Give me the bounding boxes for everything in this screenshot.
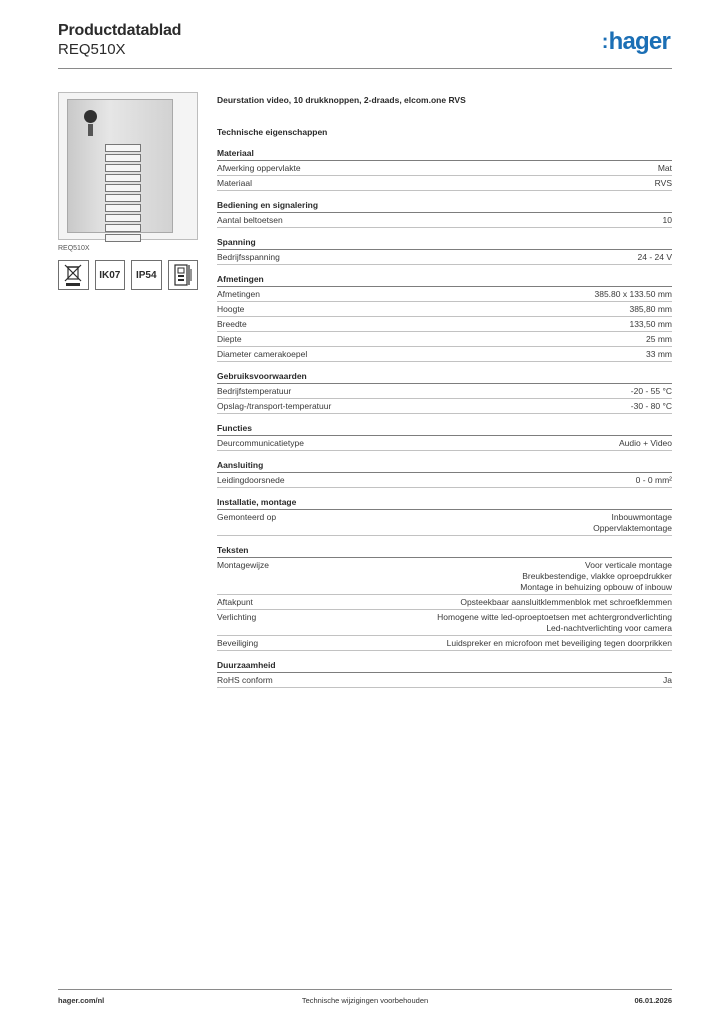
spec-row (217, 287, 672, 302)
spec-row (217, 673, 672, 688)
spec-row (217, 347, 672, 362)
section-title: Teksten (217, 545, 672, 558)
document-title: Productdatablad (58, 22, 182, 39)
spec-row (217, 636, 672, 651)
section-title: Bediening en signalering (217, 200, 672, 213)
call-button (105, 194, 141, 202)
spec-value (655, 178, 672, 189)
logo-prefix: : (601, 31, 608, 53)
technical-properties-heading: Technische eigenschappen (217, 127, 328, 137)
specifications (217, 95, 672, 697)
spec-row (217, 317, 672, 332)
spec-value (658, 163, 672, 174)
spec-value-line: Inbouwmontage (611, 512, 672, 522)
section-title: Duurzaamheid (217, 660, 672, 673)
product-description: Deurstation video, 10 drukknoppen, 2-draads, elcom.one RVS (217, 95, 466, 105)
spec-value-line: Audio + Video (618, 438, 672, 448)
spec-value-line: Luidspreker en microfoon met beveiliging tegen doorprikken (446, 638, 672, 648)
spec-label: Materiaal (217, 178, 252, 188)
spec-label: Verlichting (217, 612, 257, 622)
spec-label: Diameter camerakoepel (217, 349, 308, 359)
spec-row (217, 510, 672, 536)
section-title: Functies (217, 423, 672, 436)
spec-label: Beveiliging (217, 638, 259, 648)
camera-dome (84, 110, 97, 123)
spec-value (629, 304, 672, 315)
spec-value-line: Breukbestendige, vlakke oproepdrukker (522, 571, 672, 581)
spec-section (217, 460, 672, 488)
hager-logo[interactable] (602, 28, 670, 56)
spec-row (217, 250, 672, 265)
spec-label: Afmetingen (217, 289, 260, 299)
spec-section (217, 237, 672, 265)
call-button-stack (105, 144, 141, 244)
spec-label: RoHS conform (217, 675, 273, 685)
footer-date: 06.01.2026 (634, 996, 672, 1005)
spec-value (593, 512, 672, 534)
section-title: Spanning (217, 237, 672, 250)
spec-row (217, 302, 672, 317)
spec-value-line: Montage in behuizing opbouw of inbouw (520, 582, 672, 592)
product-image (58, 92, 198, 240)
footer-disclaimer: Technische wijzigingen voorbehouden (301, 996, 429, 1005)
section-title: Aansluiting (217, 460, 672, 473)
spec-label: Diepte (217, 334, 242, 344)
spec-row (217, 384, 672, 399)
spec-label: Bedrijfsspanning (217, 252, 280, 262)
spec-value-line: Ja (663, 675, 672, 685)
product-column (58, 92, 198, 290)
spec-label: Breedte (217, 319, 247, 329)
spec-value-line: 10 (662, 215, 672, 225)
spec-row (217, 610, 672, 636)
spec-row (217, 595, 672, 610)
header-divider (58, 68, 672, 69)
section-title: Gebruiksvoorwaarden (217, 371, 672, 384)
spec-value-line: 0 - 0 mm² (635, 475, 672, 485)
spec-value (595, 289, 673, 300)
spec-value (638, 252, 673, 263)
call-button (105, 234, 141, 242)
spec-label: Aantal beltoetsen (217, 215, 283, 225)
page-header (58, 22, 672, 66)
spec-value (663, 675, 672, 686)
spec-value (631, 386, 672, 397)
spec-row (217, 436, 672, 451)
spec-value-line: -30 - 80 °C (630, 401, 672, 411)
spec-value-line: Led-nachtverlichting voor camera (546, 623, 672, 633)
spec-value (636, 475, 672, 486)
spec-label: Bedrijfstemperatuur (217, 386, 292, 396)
spec-section (217, 200, 672, 228)
spec-value (520, 560, 672, 593)
spec-value-line: 385.80 x 133.50 mm (594, 289, 672, 299)
spec-section (217, 497, 672, 536)
spec-row (217, 161, 672, 176)
call-button (105, 174, 141, 182)
spec-label: Leidingdoorsnede (217, 475, 285, 485)
ip54-rating-badge: IP54 (131, 260, 162, 290)
spec-label: Deurcommunicatietype (217, 438, 304, 448)
weee-bin-icon (58, 260, 89, 290)
logo-text: hager (608, 28, 670, 55)
spec-section (217, 274, 672, 362)
spec-value-line: Voor verticale montage (585, 560, 672, 570)
spec-section (217, 148, 672, 191)
spec-value-line: 33 mm (646, 349, 672, 359)
spec-value-line: 133,50 mm (629, 319, 672, 329)
spec-value-line: 25 mm (646, 334, 672, 344)
spec-value (646, 349, 672, 360)
spec-value (619, 438, 672, 449)
call-button (105, 164, 141, 172)
call-button (105, 214, 141, 222)
section-title: Materiaal (217, 148, 672, 161)
spec-value-line: 385,80 mm (629, 304, 672, 314)
certification-row (58, 260, 198, 290)
spec-label: Opslag-/transport-temperatuur (217, 401, 332, 411)
spec-value-line: RVS (654, 178, 672, 188)
spec-value (663, 215, 672, 226)
call-button (105, 144, 141, 152)
spec-value (460, 597, 672, 608)
spec-row (217, 213, 672, 228)
section-title: Afmetingen (217, 274, 672, 287)
spec-value (631, 401, 672, 412)
spec-row (217, 473, 672, 488)
product-code: REQ510X (58, 245, 90, 252)
call-button (105, 204, 141, 212)
spec-label: Hoogte (217, 304, 245, 314)
spec-value (629, 319, 672, 330)
spec-value (447, 638, 672, 649)
ik07-rating-badge: IK07 (95, 260, 126, 290)
call-button (105, 224, 141, 232)
spec-row (217, 176, 672, 191)
spec-value-line: 24 - 24 V (637, 252, 672, 262)
spec-section (217, 423, 672, 451)
footer-divider (58, 989, 672, 990)
spec-label: Gemonteerd op (217, 512, 277, 522)
mounting-diagram-icon (168, 260, 199, 290)
call-button (105, 154, 141, 162)
call-button (105, 184, 141, 192)
spec-value-line: Mat (657, 163, 672, 173)
spec-label: Afwerking oppervlakte (217, 163, 301, 173)
spec-value (646, 334, 672, 345)
spec-label: Montagewijze (217, 560, 269, 570)
spec-section (217, 371, 672, 414)
spec-row (217, 399, 672, 414)
spec-section (217, 545, 672, 651)
spec-value (437, 612, 672, 634)
section-title: Installatie, montage (217, 497, 672, 510)
spec-row (217, 558, 672, 595)
spec-value-line: Homogene witte led-oproeptoetsen met achtergrondverlichting (437, 612, 672, 622)
door-station-panel (67, 99, 173, 233)
document-subtitle: REQ510X (58, 41, 126, 58)
spec-label: Aftakpunt (217, 597, 253, 607)
spec-value-line: -20 - 55 °C (630, 386, 672, 396)
spec-section (217, 660, 672, 688)
spec-value-line: Opsteekbaar aansluitklemmenblok met schroefklemmen (460, 597, 672, 607)
spec-sections (217, 148, 672, 688)
spec-value-line: Oppervlaktemontage (593, 523, 672, 533)
footer-website-link[interactable]: hager.com/nl (58, 996, 105, 1005)
spec-row (217, 332, 672, 347)
speaker-grille (88, 124, 93, 136)
